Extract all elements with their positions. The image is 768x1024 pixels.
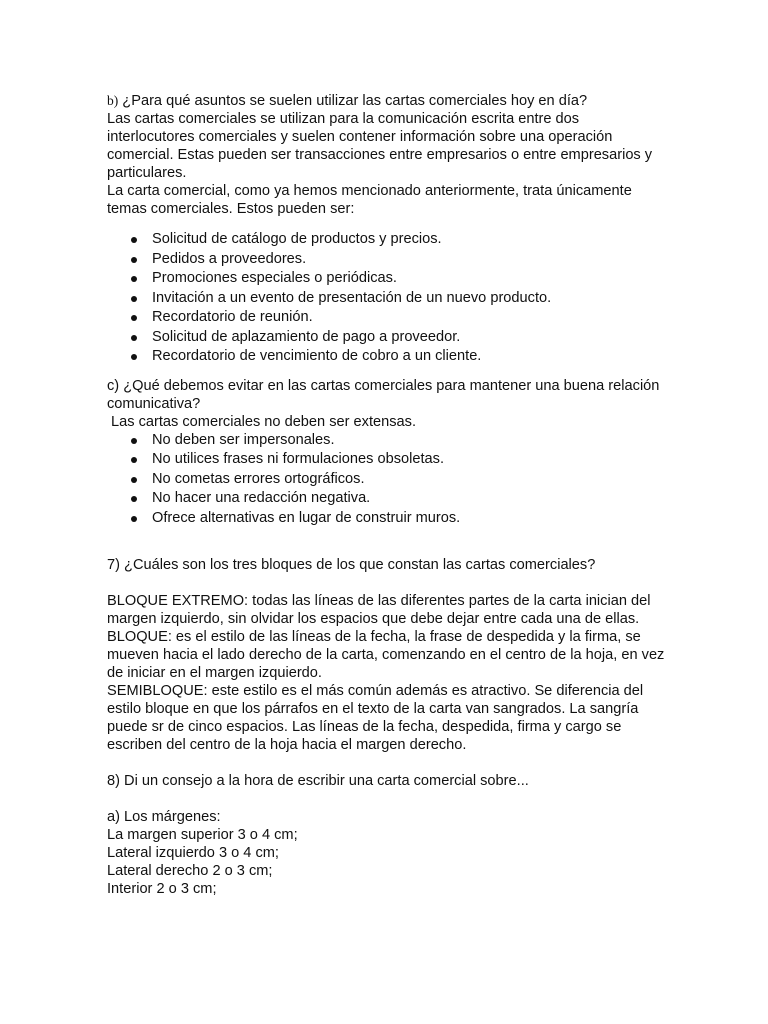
list-item: No hacer una redacción negativa.	[152, 489, 667, 509]
list-item: No deben ser impersonales.	[152, 431, 667, 451]
answer-7-bloque-extremo: BLOQUE EXTREMO: todas las líneas de las diferentes partes de la carta inician del margen izquierdo, sin olvidar los espacios que debe dejar entre cada una de ellas.	[107, 593, 651, 627]
question-8: 8) Di un consejo a la hora de escribir una carta comercial sobre...	[107, 773, 529, 789]
margin-line: Lateral izquierdo 3 o 4 cm;	[107, 845, 279, 861]
spacer	[107, 754, 667, 772]
spacer	[107, 367, 667, 377]
spacer	[107, 574, 667, 592]
margin-line: Interior 2 o 3 cm;	[107, 881, 217, 897]
avoid-list	[107, 431, 667, 529]
list-item: Promociones especiales o periódicas.	[152, 269, 667, 289]
question-7: 7) ¿Cuáles son los tres bloques de los que constan las cartas comerciales?	[107, 557, 596, 573]
question-c: c) ¿Qué debemos evitar en las cartas comerciales para mantener una buena relación comunicativa?	[107, 377, 660, 412]
list-item: Ofrece alternativas en lugar de construir muros.	[152, 509, 667, 529]
spacer	[107, 528, 667, 556]
question-8-sub-a: a) Los márgenes:	[107, 809, 221, 825]
list-item: No utilices frases ni formulaciones obsoletas.	[152, 450, 667, 470]
list-item: Pedidos a proveedores.	[152, 250, 667, 270]
margin-line: Lateral derecho 2 o 3 cm;	[107, 863, 273, 879]
list-item: Solicitud de aplazamiento de pago a proveedor.	[152, 328, 667, 348]
topics-list	[107, 230, 667, 367]
answer-7-bloque: BLOQUE: es el estilo de las líneas de la fecha, la frase de despedida y la firma, se mueven hacia el lado derecho de la carta, comenzando en el centro de la hoja, en vez de iniciar en el margen izquierdo.	[107, 629, 665, 681]
list-item: Recordatorio de vencimiento de cobro a un cliente.	[152, 347, 667, 367]
margin-line: La margen superior 3 o 4 cm;	[107, 827, 298, 843]
document-page	[107, 92, 667, 898]
list-item: No cometas errores ortográficos.	[152, 470, 667, 490]
spacer	[107, 218, 667, 230]
question-b	[107, 92, 667, 110]
answer-c-intro: Las cartas comerciales no deben ser extensas.	[111, 413, 417, 430]
answer-b-paragraph-1: Las cartas comerciales se utilizan para la comunicación escrita entre dos interlocutores comerciales y suelen contener información sobre una operación comercial. Estas pueden ser transacciones entre empresarios o entre empresarios y particulares.	[107, 111, 653, 181]
list-item: Recordatorio de reunión.	[152, 308, 667, 328]
spacer	[107, 790, 667, 808]
list-item: Invitación a un evento de presentación de un nuevo producto.	[152, 289, 667, 309]
question-b-text: ¿Para qué asuntos se suelen utilizar las cartas comerciales hoy en día?	[118, 93, 588, 109]
list-item: Solicitud de catálogo de productos y precios.	[152, 230, 667, 250]
answer-7-semibloque: SEMIBLOQUE: este estilo es el más común además es atractivo. Se diferencia del estilo bloque en que los párrafos en el texto de la carta van sangrados. La sangría puede sr de cinco espacios. Las líneas de la fecha, despedida, firma y cargo se escriben del centro de la hoja hacia el margen derecho.	[107, 683, 644, 753]
answer-b-paragraph-2: La carta comercial, como ya hemos mencionado anteriormente, trata únicamente temas comerciales. Estos pueden ser:	[107, 183, 632, 217]
question-b-letter: b)	[107, 93, 119, 108]
